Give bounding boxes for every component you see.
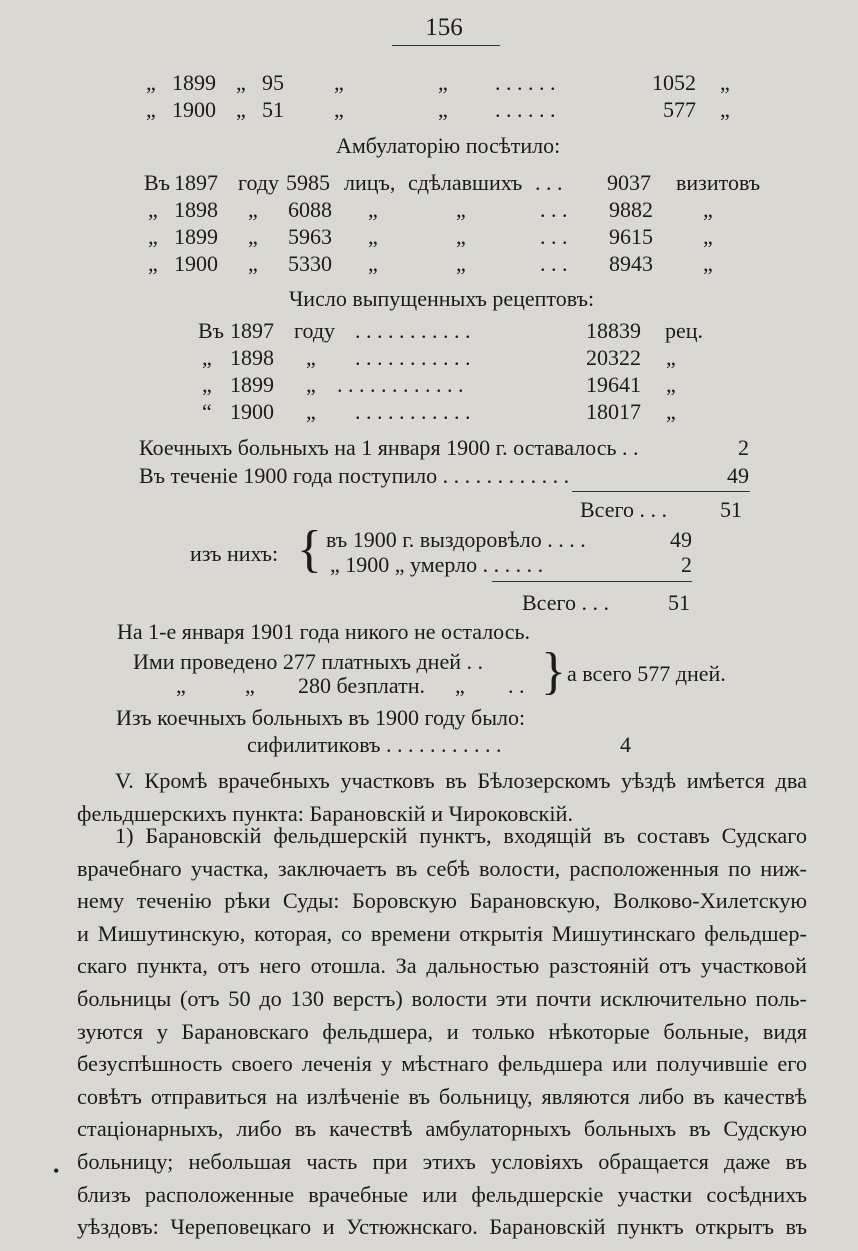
line-text: Коечныхъ больныхъ на 1 января 1900 г. оставалось . . [139, 435, 639, 460]
paragraph-line: скаго пункта, отъ него отошла. За дальностью разстояній отъ участковой [77, 953, 807, 979]
baranovsky-paragraph [77, 820, 807, 1244]
ditto-mark: „ [438, 70, 448, 95]
right-brace: } [541, 643, 566, 700]
leader-dots: . . . . . . . . . . . [355, 318, 471, 343]
year: 1899 [172, 70, 216, 95]
ditto-mark: „ [703, 224, 713, 249]
value: 2 [681, 552, 692, 577]
paragraph-line: больницу; небольшая часть при этихъ условіяхъ обращается даже въ [77, 1148, 807, 1174]
paragraph-line: уѣздовъ: Череповецкаго и Устюжнскаго. Барановскій пунктъ открытъ въ [77, 1214, 807, 1240]
ditto-mark: „ [455, 673, 465, 698]
persons-label: лицъ, [344, 170, 396, 195]
line-text: въ 1900 г. выздоровѣло . . . . [326, 527, 586, 552]
left-brace: { [297, 521, 322, 578]
syphilis-heading: Изъ коечныхъ больныхъ въ 1900 году было: [116, 705, 526, 730]
paragraph-line: V. Кромѣ врачебныхъ участковъ въ Бѣлозерскомъ уѣздѣ имѣется два [115, 768, 807, 793]
total-value: 51 [720, 497, 742, 522]
sum-rule [572, 491, 750, 492]
row-prefix: “ [202, 399, 212, 424]
visits-unit: визитовъ [676, 170, 761, 195]
page-number: 156 [425, 14, 463, 41]
paragraph-line: зуются у Барановскаго фельдшера, и только нѣкоторые больные, видя [77, 1018, 807, 1044]
line-text: Въ теченіе 1900 года поступило . . . . . . . . . . . . [139, 463, 570, 488]
total-value: 51 [668, 590, 690, 615]
ditto-mark: „ [720, 97, 730, 122]
ditto-mark: „ [666, 345, 676, 370]
recipes-heading: Число выпущенныхъ рецептовъ: [289, 286, 595, 311]
persons-count: 6088 [288, 197, 332, 222]
ditto-mark: „ [248, 251, 258, 276]
value: 49 [727, 463, 749, 488]
year: 1900 [230, 399, 274, 424]
ditto-mark: „ [245, 673, 255, 698]
ditto-mark: „ [456, 197, 466, 222]
year: 1897 [230, 318, 274, 343]
ink-speck: • [53, 1161, 60, 1181]
ditto-mark: „ [456, 251, 466, 276]
persons-count: 5963 [288, 224, 332, 249]
ditto-mark: „ [306, 399, 316, 424]
value: 577 [663, 97, 696, 122]
paragraph-line: фельдшерскихъ пункта: Барановскій и Чироковскій. [77, 800, 574, 826]
visits-count: 9615 [609, 224, 653, 249]
ditto-mark: „ [456, 224, 466, 249]
recipes-count: 20322 [586, 345, 641, 370]
ditto-mark: „ [306, 372, 316, 397]
row-prefix: „ [148, 197, 158, 222]
leader-dots: . . . . . . . . . . . [355, 399, 471, 424]
ditto-mark: „ [703, 251, 713, 276]
year: 1899 [230, 372, 274, 397]
leader-dots: . . [508, 673, 525, 698]
line-text: сифилитиковъ . . . . . . . . . . . [247, 732, 502, 757]
days-total: а всего 577 дней. [567, 661, 726, 686]
total-label: Всего . . . [522, 590, 609, 615]
ditto-mark: „ [368, 251, 378, 276]
row-prefix: „ [148, 224, 158, 249]
paragraph-line: больницы (отъ 50 до 130 верстъ) волости эти почти исключительно поль- [77, 985, 807, 1011]
visits-count: 9882 [609, 197, 653, 222]
year-word: году [238, 170, 280, 195]
leader-dots: . . . . . . [495, 97, 556, 122]
free-days-line: 280 безплатн. [298, 673, 425, 698]
value: 1052 [652, 70, 696, 95]
persons-count: 5985 [286, 170, 330, 195]
made-label: сдѣлавшихъ [408, 170, 523, 195]
paragraph-line: врачебнаго участка, заключаетъ въ себѣ волости, расположенныя по ниж- [77, 855, 807, 881]
paragraph-line: нему теченію рѣки Суды: Боровскую Барановскую, Волково-Хилетскую [77, 888, 807, 914]
ditto-mark: „ [438, 97, 448, 122]
sum-rule [492, 581, 692, 582]
row-prefix: Въ [144, 170, 171, 195]
ditto-mark: „ [248, 197, 258, 222]
paragraph-line: 1) Барановскій фельдшерскій пунктъ, входящій въ составъ Судскаго [115, 823, 807, 848]
ditto-mark: „ [703, 197, 713, 222]
ditto-mark: „ [236, 97, 246, 122]
ditto-mark: „ [334, 70, 344, 95]
ditto-mark: „ [666, 399, 676, 424]
paragraph-line: стаціонарныхъ, либо въ качествѣ амбулаторныхъ больныхъ въ Судскую [77, 1116, 807, 1142]
year: 1899 [174, 224, 218, 249]
count: 95 [262, 70, 284, 95]
count: 51 [262, 97, 284, 122]
none-remaining-text: На 1-е января 1901 года никого не осталось. [117, 619, 531, 644]
year: 1898 [174, 197, 218, 222]
ditto-mark: „ [368, 197, 378, 222]
row-prefix: „ [202, 345, 212, 370]
leader-dots: . . . [540, 197, 568, 222]
year: 1900 [174, 251, 218, 276]
ditto-mark: „ [146, 70, 156, 95]
leader-dots: . . . [540, 224, 568, 249]
leader-dots: . . . [535, 170, 563, 195]
row-prefix: Въ [198, 318, 225, 343]
ditto-mark: „ [176, 673, 186, 698]
leader-dots: . . . . . . [495, 70, 556, 95]
paragraph-line: близъ расположенные врачебные или фельдшерскіе участки сосѣднихъ [77, 1181, 807, 1207]
paragraph-line: совѣтъ отправиться на излѣченіе въ больницу, являются либо въ качествѣ [77, 1083, 807, 1109]
row-prefix: „ [202, 372, 212, 397]
recipes-count: 19641 [586, 372, 641, 397]
value: 49 [670, 527, 692, 552]
ditto-mark: „ [334, 97, 344, 122]
total-label: Всего . . . [580, 497, 667, 522]
year: 1900 [172, 97, 216, 122]
line-text: „ 1900 „ умерло . . . . . . [330, 552, 544, 577]
ditto-mark: „ [236, 70, 246, 95]
row-prefix: „ [148, 251, 158, 276]
page-number-rule [392, 45, 500, 46]
recipes-count: 18839 [586, 318, 641, 343]
year: 1898 [230, 345, 274, 370]
ditto-mark: „ [248, 224, 258, 249]
paid-days-line: Ими проведено 277 платныхъ дней . . [133, 649, 483, 674]
leader-dots: . . . . . . . . . . . [355, 345, 471, 370]
visits-count: 9037 [607, 170, 651, 195]
leader-dots: . . . . . . . . . . . . [337, 372, 464, 397]
recipes-unit: рец. [665, 318, 704, 343]
paragraph-line: и Мишутинскую, которая, со времени открытія Мишутинскаго фельдшер- [77, 920, 807, 946]
paragraph-line: безуспѣшность своего леченія у мѣстнаго фельдшера или получившіе его [77, 1051, 807, 1077]
recipes-count: 18017 [586, 399, 641, 424]
ambulatory-heading: Амбулаторію посѣтило: [336, 133, 561, 158]
leader-dots: . . . [540, 251, 568, 276]
ditto-mark: „ [146, 97, 156, 122]
year: 1897 [174, 170, 218, 195]
value: 2 [738, 435, 749, 460]
ditto-mark: „ [720, 70, 730, 95]
ditto-mark: „ [306, 345, 316, 370]
year-word: году [294, 318, 336, 343]
visits-count: 8943 [609, 251, 653, 276]
persons-count: 5330 [288, 251, 332, 276]
ditto-mark: „ [666, 372, 676, 397]
ditto-mark: „ [368, 224, 378, 249]
of-them-label: изъ нихъ: [190, 541, 279, 566]
value: 4 [620, 732, 631, 757]
